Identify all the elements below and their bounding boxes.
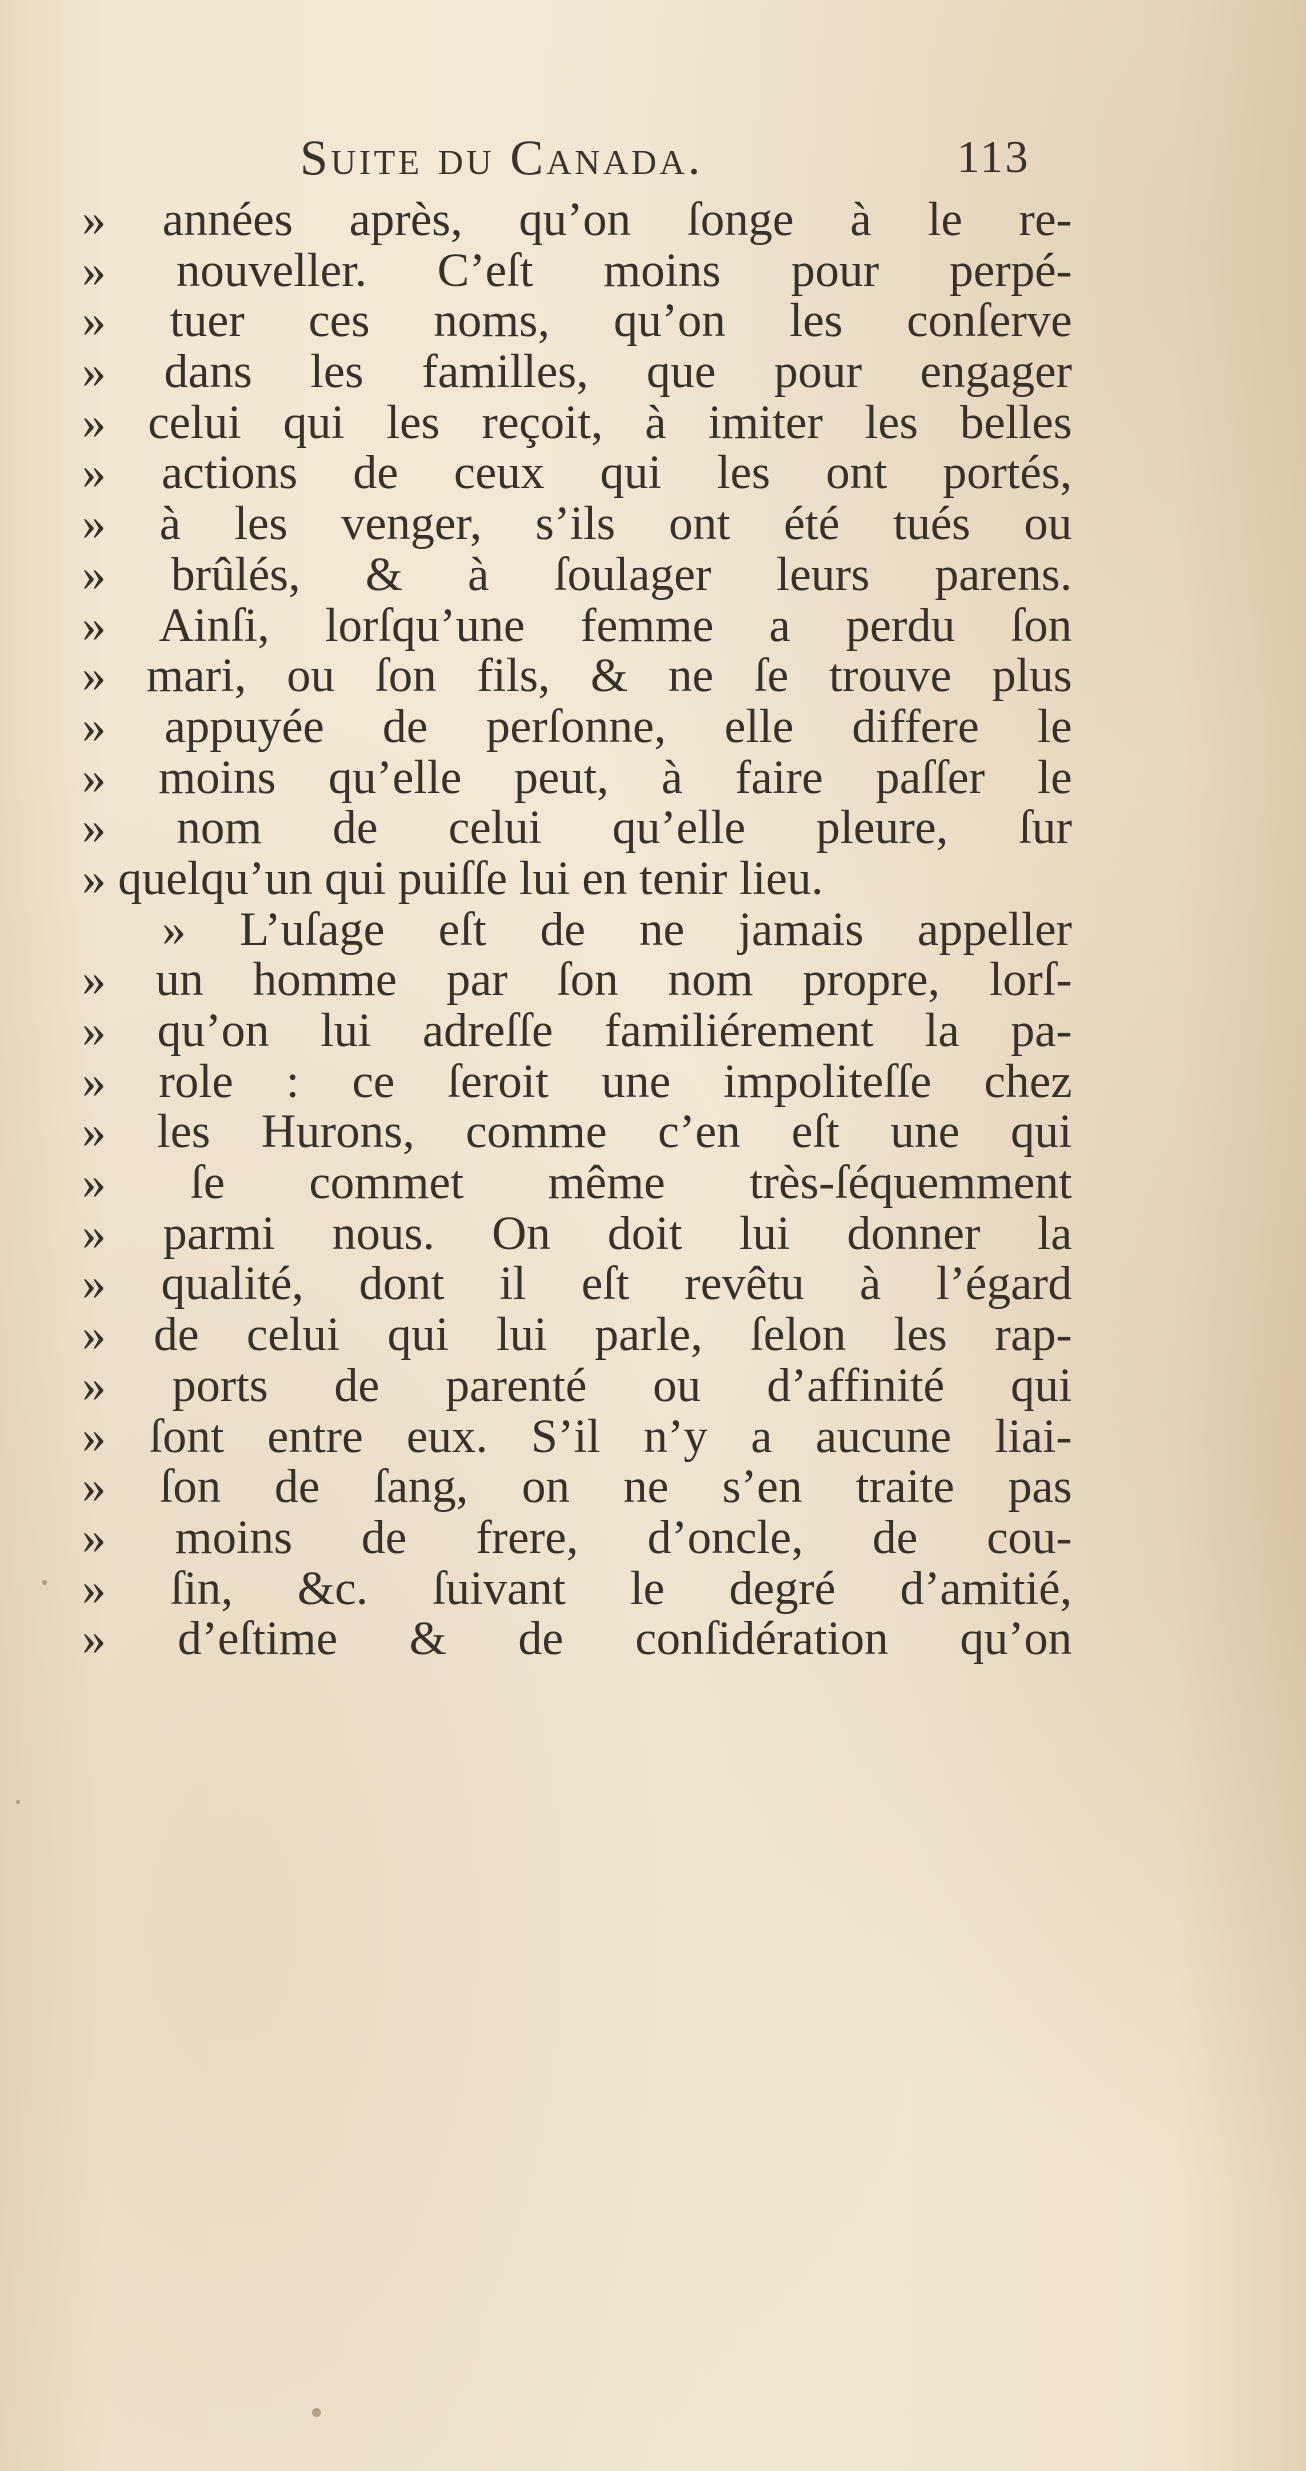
- page-number: 113: [956, 131, 1030, 182]
- text-line: » qu’on lui adreſſe familiérement la pa-: [82, 1006, 1072, 1057]
- text-line: » L’uſage eſt de ne jamais appeller: [162, 904, 1072, 956]
- text-line: » un homme par ſon nom propre, lorſ-: [82, 955, 1072, 1006]
- text-line: » nom de celui qu’elle pleure, ſur: [82, 803, 1072, 854]
- text-line: » ſe commet même très-ſéquemment: [82, 1158, 1072, 1209]
- text-line: » quelqu’un qui puiſſe lui en tenir lieu.: [82, 853, 824, 905]
- text-line: » de celui qui lui parle, ſelon les rap-: [82, 1310, 1072, 1361]
- ink-speck: [42, 1580, 47, 1585]
- ink-speck: [16, 1800, 20, 1804]
- text-line: » d’eſtime & de conſidération qu’on: [82, 1614, 1072, 1665]
- text-line: » moins qu’elle peut, à faire paſſer le: [82, 752, 1072, 804]
- text-line: » mari, ou ſon fils, & ne ſe trouve plus: [82, 651, 1072, 702]
- text-line: » nouveller. C’eſt moins pour perpé-: [82, 245, 1072, 297]
- text-line: » ſon de ſang, on ne s’en traite pas: [82, 1462, 1072, 1513]
- text-line: » actions de ceux qui les ont portés,: [82, 448, 1072, 500]
- text-line: » années après, qu’on ſonge à le re-: [82, 195, 1072, 246]
- text-line: » ſont entre eux. S’il n’y a aucune liai-: [82, 1411, 1072, 1463]
- text-line: » dans les familles, que pour engager: [82, 347, 1072, 398]
- text-line: » ports de parenté ou d’affinité qui: [82, 1360, 1072, 1412]
- text-line: » ſin, &c. ſuivant le degré d’amitié,: [82, 1563, 1072, 1615]
- running-title: Suite du Canada.: [300, 129, 704, 185]
- text-line: » qualité, dont il eſt revêtu à l’égard: [82, 1259, 1072, 1311]
- text-line: » moins de frere, d’oncle, de cou-: [82, 1512, 1072, 1564]
- text-line: » appuyée de perſonne, elle differe le: [82, 701, 1072, 753]
- text-line: » celui qui les reçoit, à imiter les belles: [82, 397, 1072, 449]
- body-text: [82, 195, 1072, 1665]
- text-line: » parmi nous. On doit lui donner la: [82, 1208, 1072, 1260]
- text-line: » brûlés, & à ſoulager leurs parens.: [82, 549, 1072, 601]
- text-line: » Ainſi, lorſqu’une femme a perdu ſon: [82, 600, 1072, 652]
- text-line: » tuer ces noms, qu’on les conſerve: [82, 296, 1072, 348]
- page-header: [300, 128, 1030, 198]
- ink-speck: [312, 2408, 321, 2417]
- text-line: » les Hurons, comme c’en eſt une qui: [82, 1107, 1072, 1159]
- text-line: » à les venger, s’ils ont été tués ou: [82, 499, 1072, 550]
- text-line: » role : ce ſeroit une impoliteſſe chez: [82, 1056, 1072, 1108]
